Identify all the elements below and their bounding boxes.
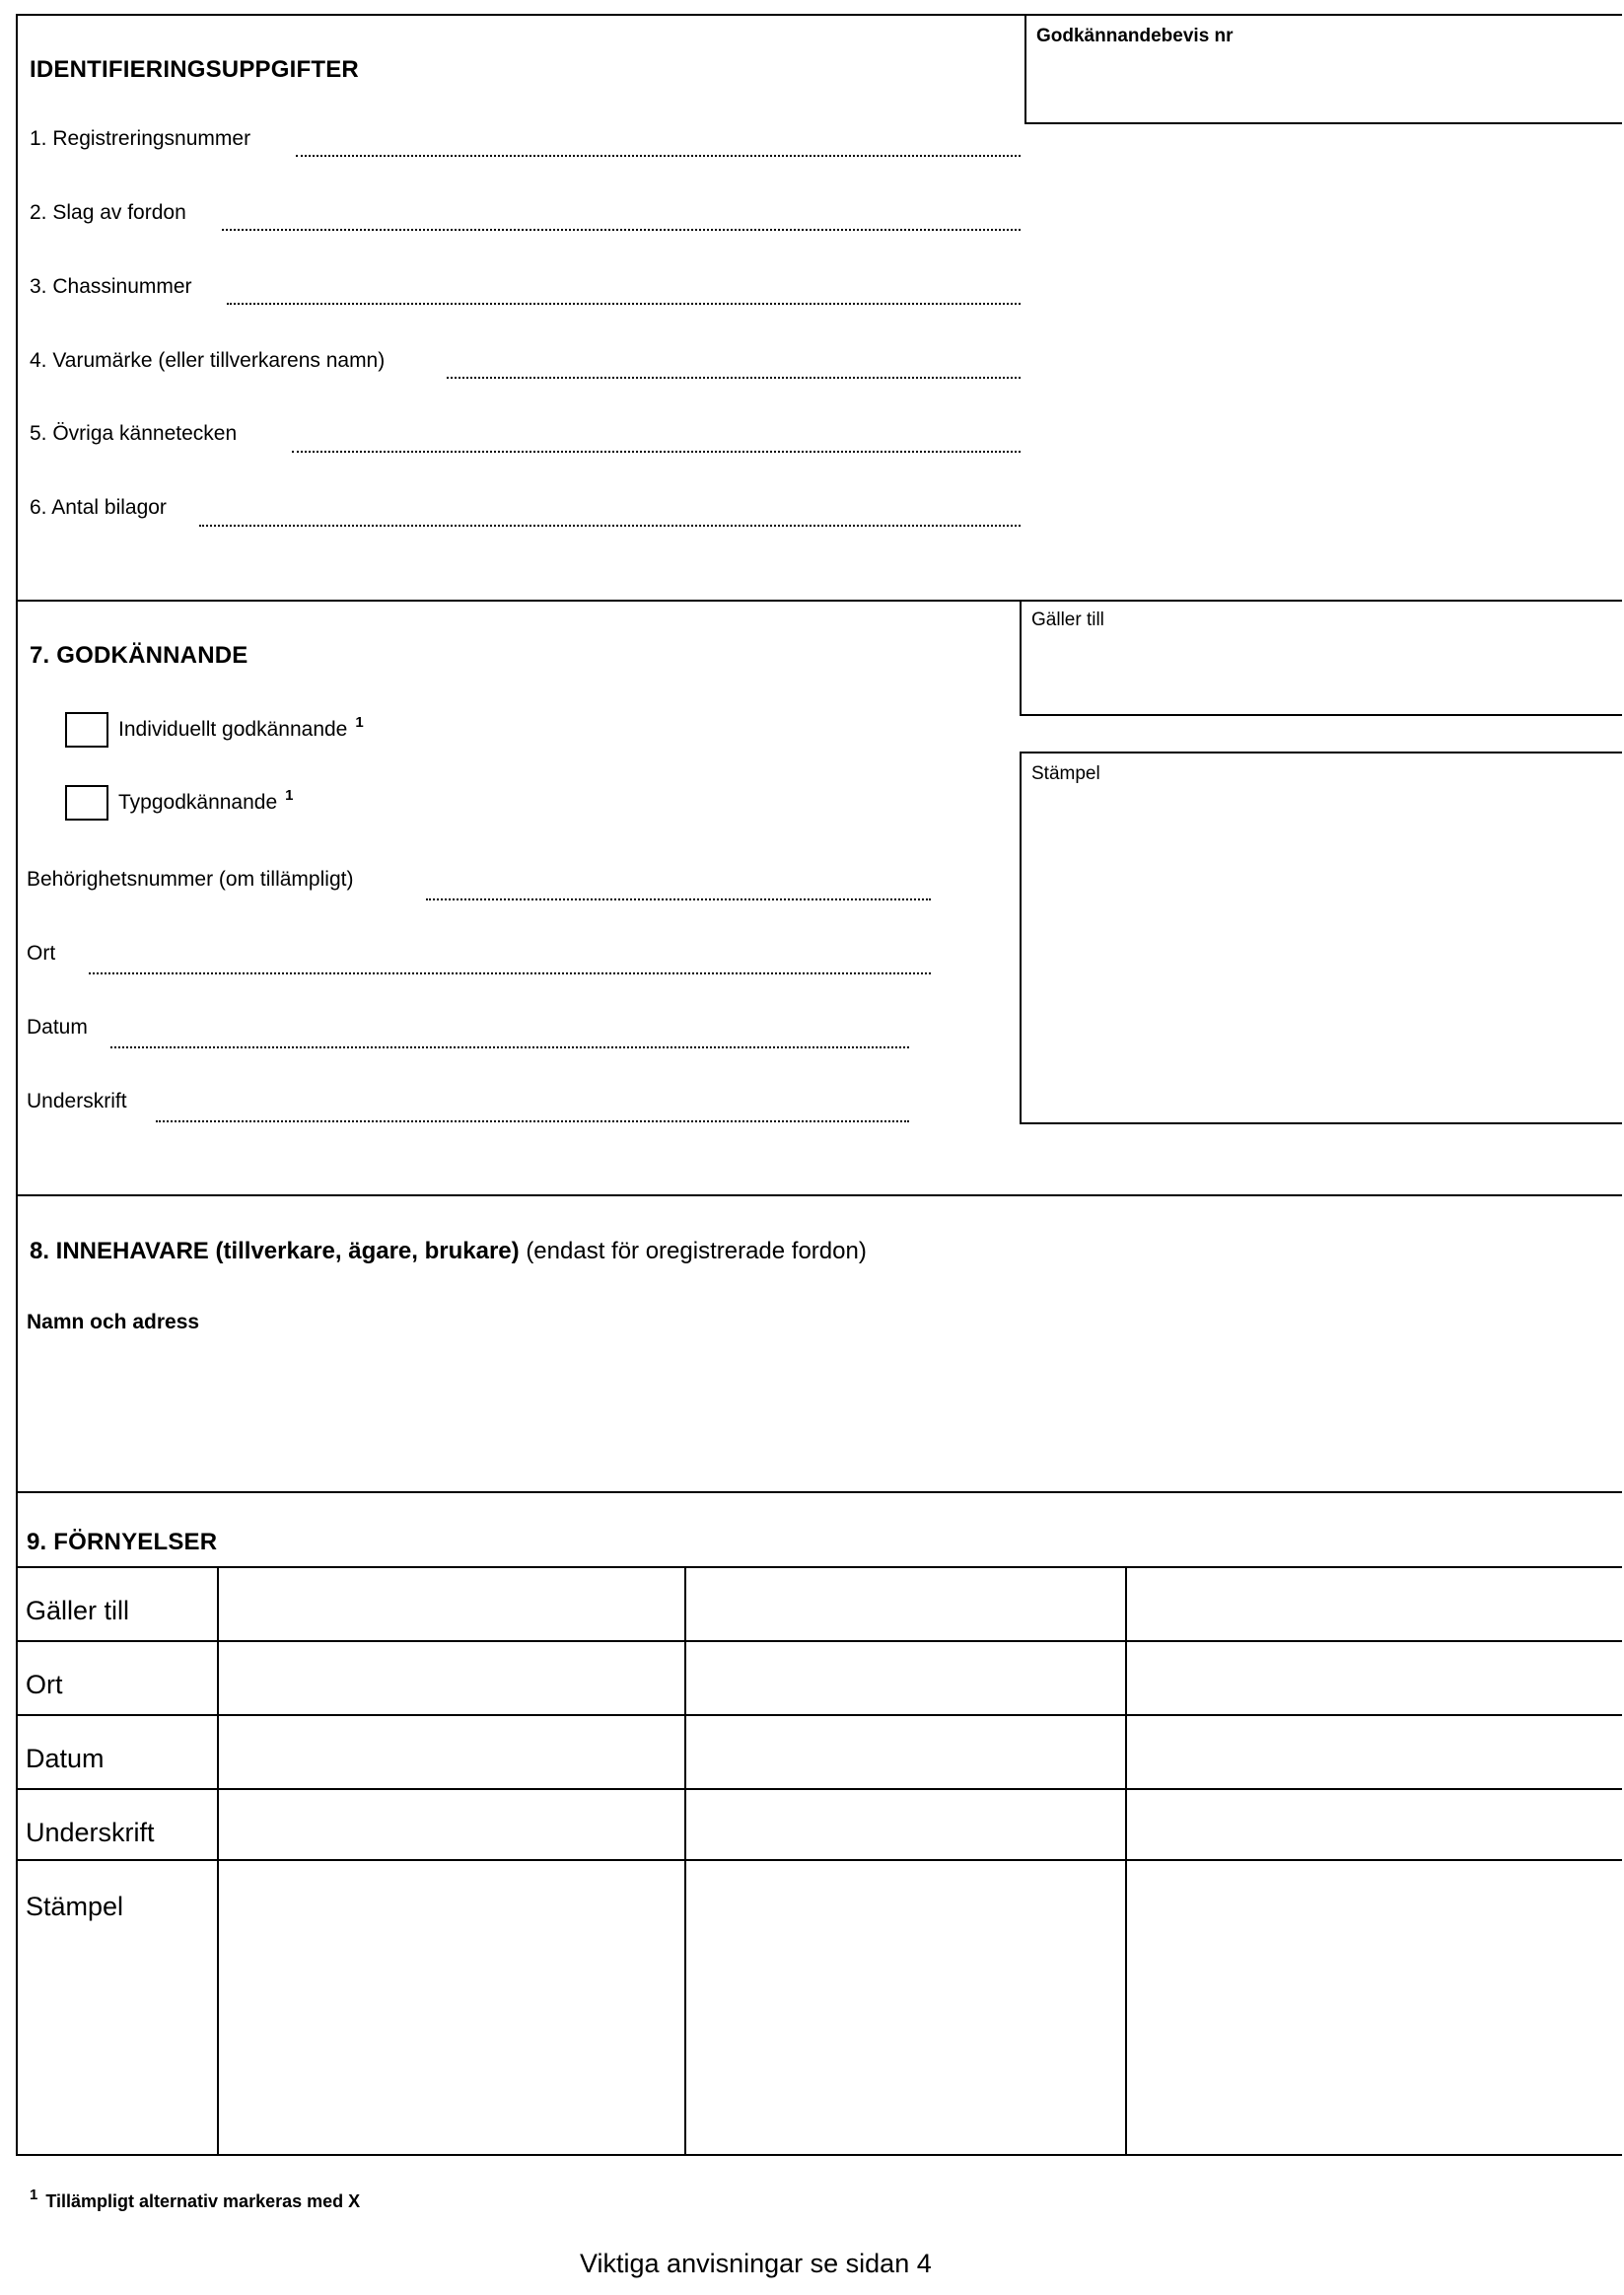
section9-top-border — [16, 1491, 1622, 1493]
type-approval-checkbox[interactable] — [65, 785, 108, 821]
renewal-cell[interactable] — [1128, 1791, 1621, 1858]
approval-signature-field[interactable] — [156, 1120, 909, 1122]
renewal-cell[interactable] — [1128, 1569, 1621, 1639]
type-approval-option — [118, 787, 294, 815]
renewal-cell[interactable] — [687, 1643, 1124, 1713]
renewal-valid-until-label: Gäller till — [26, 1596, 130, 1625]
authorization-number-label: Behörighetsnummer (om tillämpligt) — [27, 868, 354, 891]
certificate-number-label: Godkännandebevis nr — [1036, 26, 1234, 46]
renewals-row-divider — [16, 1859, 1622, 1861]
section8-top-border — [16, 1194, 1622, 1196]
vehicle-type-field[interactable] — [222, 229, 1021, 231]
stamp-label: Stämpel — [1031, 763, 1100, 784]
renewals-column-divider — [684, 1566, 686, 2156]
chassis-number-label: 3. Chassinummer — [30, 275, 192, 298]
approval-place-label: Ort — [27, 942, 56, 965]
stamp-box — [1020, 752, 1622, 1124]
identification-title: IDENTIFIERINGSUPPGIFTER — [30, 56, 359, 83]
renewals-grid-bottom — [16, 2154, 1622, 2156]
form-top-border — [16, 14, 1025, 16]
chassis-number-field[interactable] — [227, 303, 1021, 305]
valid-until-box[interactable] — [1020, 600, 1622, 716]
renewals-title: 9. FÖRNYELSER — [27, 1529, 218, 1555]
other-features-field[interactable] — [292, 451, 1021, 453]
vehicle-type-label: 2. Slag av fordon — [30, 201, 186, 224]
approval-title: 7. GODKÄNNANDE — [30, 642, 248, 669]
renewal-cell[interactable] — [687, 1791, 1124, 1858]
attachments-count-field[interactable] — [199, 525, 1021, 527]
other-features-label: 5. Övriga kännetecken — [30, 422, 238, 445]
renewals-grid-top — [16, 1566, 1622, 1568]
renewal-date-label: Datum — [26, 1744, 105, 1773]
renewal-cell[interactable] — [687, 1569, 1124, 1639]
footnote-text: Tillämpligt alternativ markeras med X — [45, 2191, 361, 2211]
name-address-field[interactable] — [20, 1351, 1617, 1479]
approval-signature-label: Underskrift — [27, 1090, 127, 1112]
renewal-cell[interactable] — [220, 1791, 683, 1858]
valid-until-label: Gäller till — [1031, 610, 1104, 630]
renewals-row-divider — [16, 1714, 1622, 1716]
type-approval-footnote-marker: 1 — [285, 787, 294, 804]
registration-number-label: 1. Registreringsnummer — [30, 127, 251, 150]
holder-title-bold: 8. INNEHAVARE (tillverkare, ägare, brukare) — [30, 1238, 520, 1264]
name-address-label: Namn och adress — [27, 1311, 200, 1333]
individual-approval-label: Individuellt godkännande — [118, 718, 348, 741]
footnote — [30, 2187, 361, 2212]
type-approval-label: Typgodkännande — [118, 791, 278, 814]
renewals-column-divider — [217, 1566, 219, 2156]
certificate-number-box[interactable] — [1024, 14, 1622, 124]
renewal-stamp-label: Stämpel — [26, 1892, 124, 1921]
individual-approval-checkbox[interactable] — [65, 712, 108, 748]
holder-title-note: (endast för oregistrerade fordon) — [526, 1238, 867, 1264]
approval-date-field[interactable] — [110, 1046, 909, 1048]
renewals-row-divider — [16, 1788, 1622, 1790]
renewal-cell[interactable] — [220, 1717, 683, 1787]
holder-title — [30, 1238, 867, 1265]
attachments-count-label: 6. Antal bilagor — [30, 496, 167, 519]
approval-place-field[interactable] — [89, 972, 931, 974]
brand-label: 4. Varumärke (eller tillverkarens namn) — [30, 349, 386, 372]
brand-field[interactable] — [447, 377, 1021, 379]
renewals-column-divider — [1125, 1566, 1127, 2156]
renewal-cell[interactable] — [220, 1569, 683, 1639]
authorization-number-field[interactable] — [426, 898, 931, 900]
individual-approval-option — [118, 714, 364, 742]
individual-approval-footnote-marker: 1 — [355, 714, 364, 731]
footer-note: Viktiga anvisningar se sidan 4 — [580, 2249, 932, 2278]
renewal-signature-label: Underskrift — [26, 1818, 155, 1847]
renewal-place-label: Ort — [26, 1670, 63, 1699]
form-left-border — [16, 14, 18, 2154]
footnote-marker: 1 — [30, 2187, 38, 2203]
renewal-cell[interactable] — [220, 1643, 683, 1713]
renewals-row-divider — [16, 1640, 1622, 1642]
approval-date-label: Datum — [27, 1016, 88, 1039]
renewal-cell[interactable] — [1128, 1717, 1621, 1787]
renewal-cell[interactable] — [687, 1717, 1124, 1787]
registration-number-field[interactable] — [296, 155, 1021, 157]
renewal-cell[interactable] — [1128, 1643, 1621, 1713]
